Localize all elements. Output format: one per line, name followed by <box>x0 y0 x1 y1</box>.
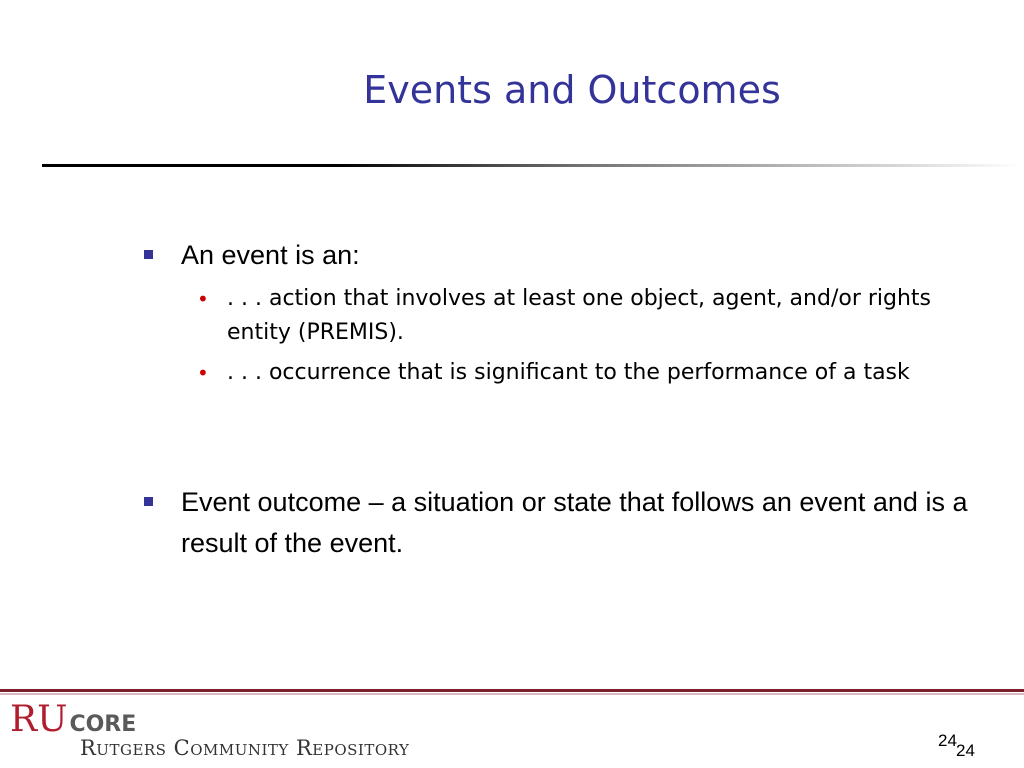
title-divider <box>42 164 1024 167</box>
round-bullet-icon: • <box>197 287 209 311</box>
rucore-logo <box>10 700 136 740</box>
slide-title: Events and Outcomes <box>363 68 781 112</box>
repository-name: Rutgers Community Repository <box>80 736 410 760</box>
bullet-text: Event outcome – a situation or state that follows an event and is a result of the event. <box>181 487 968 558</box>
round-bullet-icon: • <box>197 361 209 385</box>
footer-divider <box>0 689 1024 692</box>
footer-divider-shadow <box>0 693 1024 695</box>
bullet-item-event-outcome <box>181 482 971 564</box>
sub-bullet-item-action <box>197 282 967 350</box>
page-number-overlay: 24 <box>956 741 975 760</box>
square-bullet-icon <box>144 497 153 506</box>
logo-ru-text: RU <box>10 699 68 740</box>
sub-bullet-text: . . . action that involves at least one object, agent, and/or rights entity (PREMIS). <box>227 286 932 345</box>
bullet-item-event-definition <box>181 235 971 276</box>
bullet-text: An event is an: <box>181 240 360 270</box>
square-bullet-icon <box>144 250 153 259</box>
sub-bullet-text: . . . occurrence that is significant to the performance of a task <box>227 360 910 385</box>
logo-core-text: CORE <box>69 712 137 737</box>
page-number: 24 <box>938 731 957 750</box>
sub-bullet-item-occurrence <box>197 356 967 390</box>
